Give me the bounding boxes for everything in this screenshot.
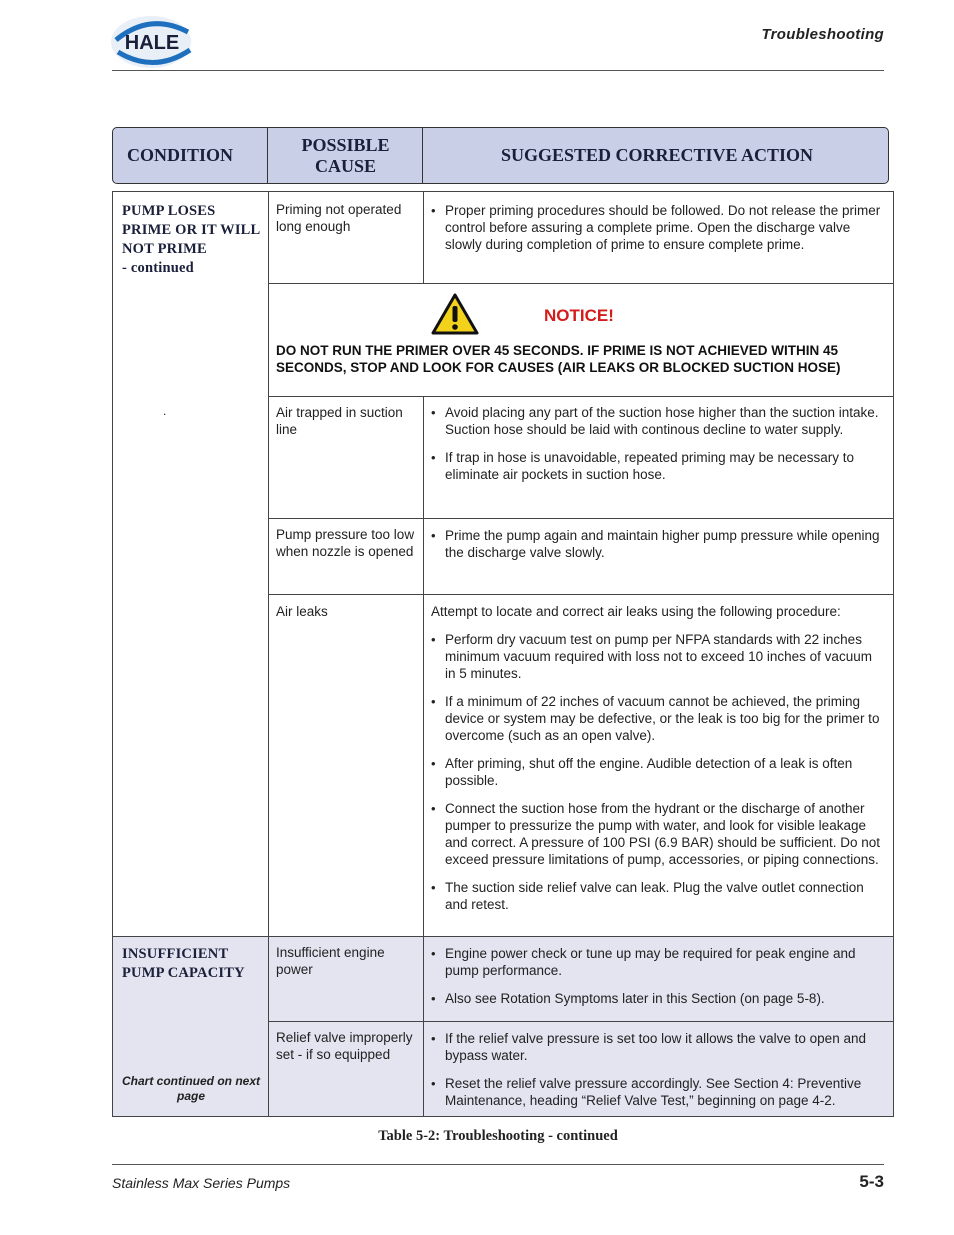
cause-air-leaks: Air leaks: [276, 604, 328, 619]
notice-text: DO NOT RUN THE PRIMER OVER 45 SECONDS. IF PRIME IS NOT ACHIEVED WITHIN 45 SECONDS, STOP AND LOOK FOR CAUSES (AIR LEAKS OR BLOCKED SUCTION HOSE): [276, 343, 841, 375]
table-caption: Table 5-2: Troubleshooting - continued: [378, 1128, 618, 1144]
cause-air-trapped: Air trapped in suction line: [276, 405, 403, 437]
footer-title: Stainless Max Series Pumps: [112, 1175, 291, 1191]
action-bullet: • Proper priming procedures should be followed. Do not release the primer control before assuring a complete prime. Open the discharge valve slowly during completion of prime to ensure complete prime.: [431, 202, 883, 253]
stray-mark: .: [163, 404, 167, 418]
condition-loses-prime: [122, 202, 262, 278]
header-possible-cause: POSSIBLE CAUSE: [301, 134, 390, 176]
action-lead: Attempt to locate and correct air leaks using the following procedure:: [431, 604, 841, 619]
warning-triangle-icon: [430, 292, 480, 336]
running-head: Troubleshooting: [761, 26, 884, 43]
action-bullet: • If the relief valve pressure is set too low it allows the valve to open and bypass water.: [431, 1030, 883, 1064]
hale-logo: [110, 14, 196, 70]
action-bullet: • If a minimum of 22 inches of vacuum cannot be achieved, the priming device or system may be defective, or the leak is too big for the primer to overcome (such as an open valve).: [431, 693, 883, 744]
action-bullet: • Also see Rotation Symptoms later in this Section (on page 5-8).: [431, 990, 883, 1007]
action-bullet: • Reset the relief valve pressure accordingly. See Section 4: Preventive Maintenance, heading “Relief Valve Test,” beginning on page 4-2.: [431, 1075, 883, 1109]
header-divider: [422, 128, 423, 183]
chart-continued-note: Chart continued on next page: [122, 1074, 260, 1103]
action-bullet: • After priming, shut off the engine. Audible detection of a leak is often possible.: [431, 755, 883, 789]
action-priming-time: [431, 202, 883, 264]
condition-insufficient-capacity: INSUFFICIENT PUMP CAPACITY: [122, 946, 245, 981]
action-engine-power: [431, 945, 883, 1018]
page-number: 5-3: [859, 1172, 884, 1191]
cause-engine-power: Insufficient engine power: [276, 945, 385, 977]
condition-label: PUMP LOSES PRIME OR IT WILL NOT PRIME: [122, 203, 260, 257]
hale-logo-text: HALE: [124, 32, 180, 54]
header-corrective-action: SUGGESTED CORRECTIVE ACTION: [500, 145, 814, 165]
action-bullet: • Perform dry vacuum test on pump per NFPA standards with 22 inches minimum vacuum required with loss not to exceed 10 inches of vacuum in 5 minutes.: [431, 631, 883, 682]
notice-title: NOTICE!: [544, 306, 614, 325]
action-bullet: • Connect the suction hose from the hydrant or the discharge of another pumper to pressurize the pump with water, and look for visible leakage and correct. A pressure of 100 PSI (6.9 BAR) should be sufficient. Do not exceed pressure limitations of pump, accessories, or piping connections.: [431, 800, 883, 868]
action-air-trapped: [431, 404, 883, 494]
header-rule: [112, 70, 884, 71]
action-low-pressure: [431, 527, 883, 572]
action-air-leaks: [431, 603, 883, 924]
cause-priming-time: Priming not operated long enough: [276, 202, 402, 234]
header-divider: [267, 128, 268, 183]
action-bullet: • Avoid placing any part of the suction hose higher than the suction intake. Suction hose should be laid with continous decline to water supply.: [431, 404, 883, 438]
action-bullet: • The suction side relief valve can leak. Plug the valve outlet connection and retest.: [431, 879, 883, 913]
footer-rule: [112, 1164, 884, 1165]
header-condition: CONDITION: [127, 145, 234, 165]
action-relief-valve: [431, 1030, 883, 1120]
cause-low-pressure: Pump pressure too low when nozzle is opened: [276, 527, 415, 559]
action-bullet: • If trap in hose is unavoidable, repeated priming may be necessary to eliminate air pockets in suction hose.: [431, 449, 883, 483]
action-bullet: • Prime the pump again and maintain higher pump pressure while opening the discharge valve slowly.: [431, 527, 883, 561]
table-header: [112, 127, 889, 184]
condition-continued: - continued: [122, 260, 194, 276]
cause-relief-valve: Relief valve improperly set - if so equipped: [276, 1030, 413, 1062]
action-bullet: • Engine power check or tune up may be required for peak engine and pump performance.: [431, 945, 883, 979]
